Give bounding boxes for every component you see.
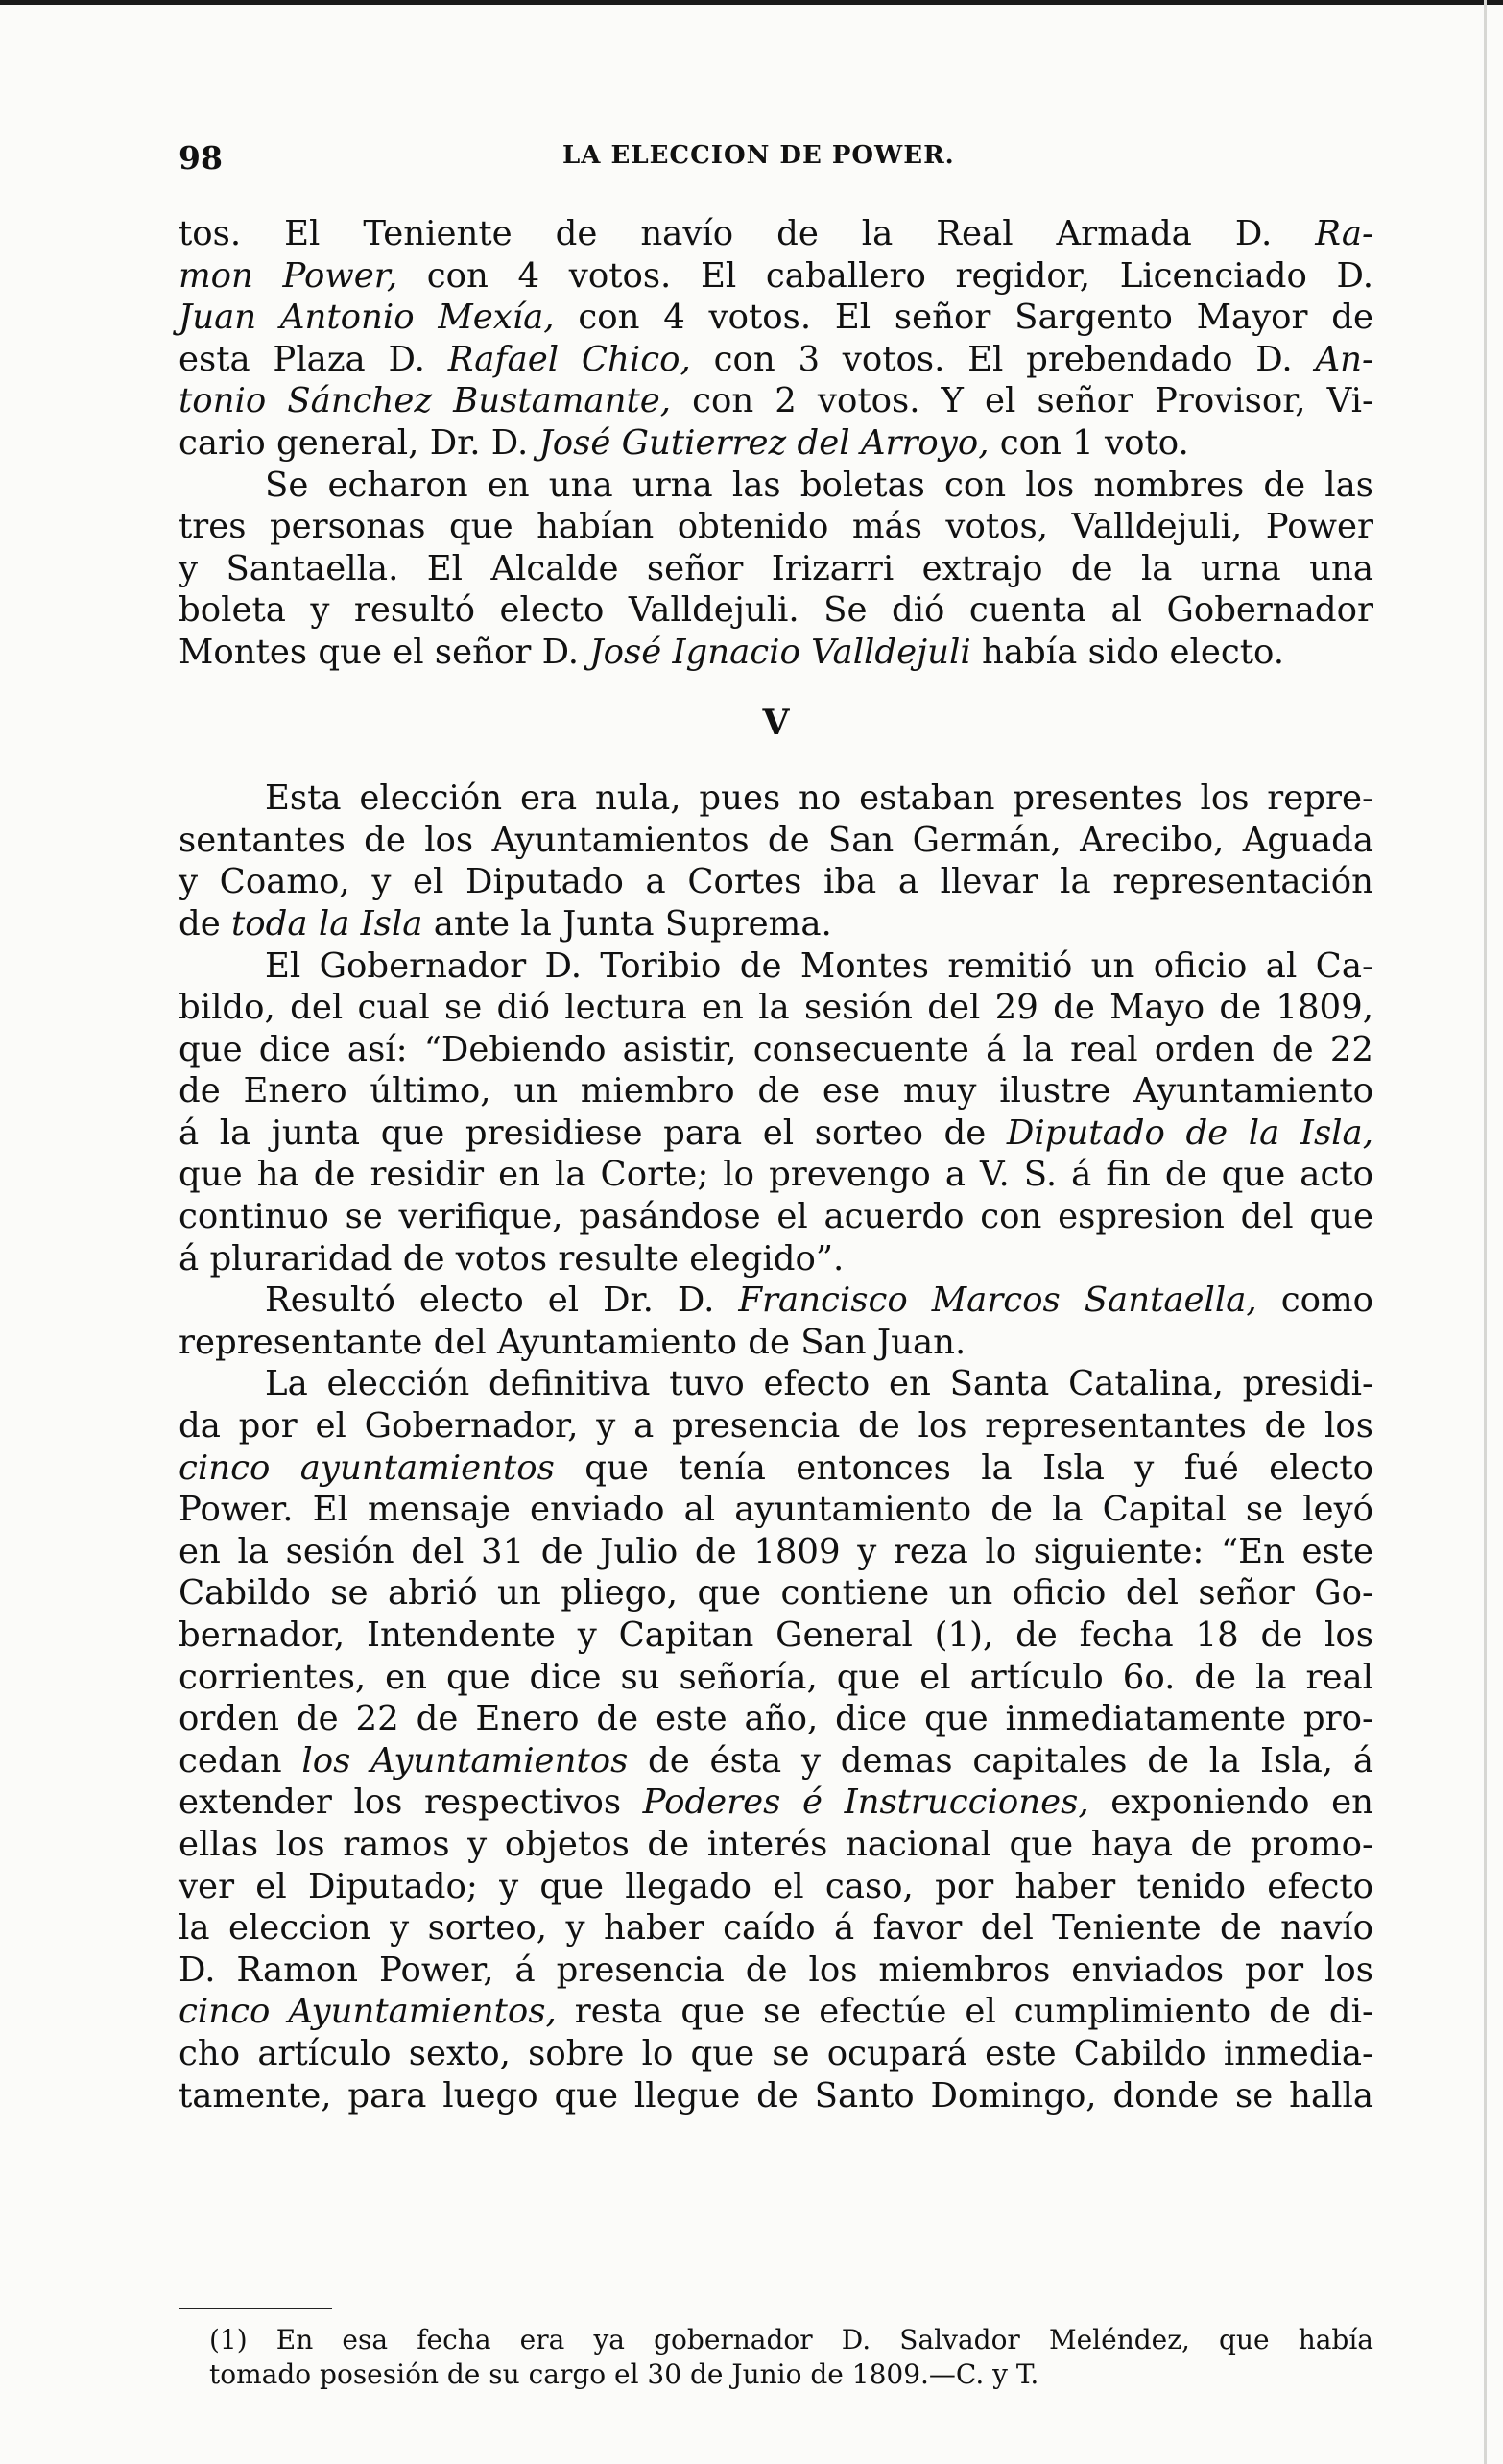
text-run: y Santaella. El Alcalde señor Irizarri extrajo de la urna una — [179, 548, 1373, 588]
text-run: había sido electo. — [970, 632, 1285, 672]
text-line — [179, 1531, 1373, 1573]
italic-text: mon Power, — [179, 255, 398, 296]
text-run: de Enero último, un miembro de ese muy ilustre Ayuntamiento — [179, 1071, 1373, 1112]
italic-text: tonio Sánchez Bustamante, — [179, 381, 672, 421]
text-run: esta Plaza D. — [179, 339, 448, 379]
text-line — [179, 589, 1373, 632]
text-line — [179, 506, 1373, 548]
text-line — [179, 1447, 1373, 1490]
text-run: bildo, del cual se dió lectura en la sesión del 29 de Mayo de 1809, — [179, 988, 1373, 1028]
text-run: tomado posesión de su cargo el 30 de Junio de 1809.—C. y T. — [209, 2358, 1039, 2390]
text-line — [179, 465, 1373, 507]
italic-text: José Gutierrez del Arroyo, — [538, 422, 990, 463]
italic-text: cinco ayuntamientos — [179, 1447, 555, 1488]
paragraph-block-2 — [179, 777, 1373, 2117]
text-line — [179, 1740, 1373, 1782]
text-run: (1) En esa fecha era ya gobernador D. Salvador Meléndez, que había — [209, 2324, 1373, 2356]
text-run: da por el Gobernador, y a presencia de los representantes de los — [179, 1406, 1373, 1447]
text-run: ver el Diputado; y que llegado el caso, por haber tenido efecto — [179, 1866, 1373, 1906]
page-number: 98 — [179, 139, 223, 177]
text-line — [179, 861, 1373, 903]
text-line — [209, 2323, 1373, 2357]
italic-text: Francisco Marcos Santaella, — [738, 1280, 1257, 1321]
text-line — [179, 1154, 1373, 1196]
text-line — [179, 2075, 1373, 2117]
text-line — [179, 987, 1373, 1029]
text-run: tres personas que habían obtenido más votos, Valldejuli, Power — [179, 507, 1373, 547]
text-run: Se echaron en una urna las boletas con los nombres de las — [265, 465, 1373, 505]
text-run: cho artículo sexto, sobre lo que se ocupará este Cabildo inmedia- — [179, 2033, 1373, 2073]
text-run: como — [1256, 1280, 1373, 1321]
text-run: exponiendo en — [1088, 1782, 1373, 1823]
text-line — [179, 339, 1373, 381]
text-run: y Coamo, y el Diputado a Cortes iba a llevar la representación — [179, 862, 1373, 902]
text-line — [179, 1782, 1373, 1824]
text-line — [179, 380, 1373, 422]
text-line — [179, 1363, 1373, 1405]
text-run: Power. El mensaje enviado al ayuntamiento de la Capital se leyó — [179, 1490, 1373, 1530]
text-line — [179, 255, 1373, 298]
text-run: ellas los ramos y objetos de interés nacional que haya de promo- — [179, 1824, 1373, 1864]
text-line — [179, 1112, 1373, 1155]
italic-text: Rafael Chico, — [447, 339, 691, 379]
text-run: boleta y resultó electo Valldejuli. Se dió cuenta al Gobernador — [179, 590, 1373, 631]
text-line — [179, 422, 1373, 465]
text-run: sentantes de los Ayuntamientos de San Germán, Arecibo, Aguada — [179, 820, 1373, 860]
text-run: bernador, Intendente y Capitan General (1), de fecha 18 de los — [179, 1615, 1373, 1655]
text-run: con 4 votos. El señor Sargento Mayor de — [554, 298, 1373, 338]
text-line — [179, 1824, 1373, 1866]
text-line — [179, 1196, 1373, 1238]
text-run: de — [179, 903, 232, 944]
text-line — [179, 777, 1373, 820]
text-line — [179, 1029, 1373, 1071]
text-run: ante la Junta Suprema. — [422, 903, 832, 944]
text-run: en la sesión del 31 de Julio de 1809 y reza lo siguiente: “En este — [179, 1531, 1373, 1571]
text-run: á pluraridad de votos resulte elegido”. — [179, 1238, 845, 1279]
italic-text: An- — [1315, 339, 1373, 379]
body-text — [179, 213, 1373, 2117]
text-line — [179, 1991, 1373, 2033]
top-border — [0, 0, 1503, 5]
text-run: que tenía entonces la Isla y fué electo — [554, 1447, 1373, 1488]
text-run: á la junta que presidiese para el sorteo de — [179, 1112, 1007, 1153]
text-run: Resultó electo el Dr. D. — [265, 1280, 739, 1321]
text-run: D. Ramon Power, á presencia de los miembros enviados por los — [179, 1950, 1373, 1990]
italic-text: José Ignacio Valldejuli — [589, 632, 971, 672]
italic-text: Juan Antonio Mexía, — [179, 298, 555, 338]
text-run: la eleccion y sorteo, y haber caído á favor del Teniente de navío — [179, 1908, 1373, 1949]
text-line — [179, 213, 1373, 255]
text-run: que ha de residir en la Corte; lo prevengo a V. S. á fin de que acto — [179, 1155, 1373, 1195]
text-line — [209, 2357, 1373, 2392]
text-line — [179, 632, 1373, 674]
text-run: tamente, para luego que llegue de Santo Domingo, donde se halla — [179, 2075, 1373, 2116]
text-run: Montes que el señor D. — [179, 632, 590, 672]
text-line — [179, 548, 1373, 590]
text-line — [179, 1322, 1373, 1364]
text-run: Esta elección era nula, pues no estaban presentes los repre- — [265, 778, 1373, 819]
paragraph-block-1 — [179, 213, 1373, 674]
running-head: LA ELECCION DE POWER. — [562, 141, 955, 170]
text-line — [179, 1572, 1373, 1615]
italic-text: Poderes é Instrucciones, — [642, 1782, 1089, 1823]
text-run: cario general, Dr. D. — [179, 422, 539, 463]
text-line — [179, 1280, 1373, 1322]
text-run: con 3 votos. El prebendado D. — [690, 339, 1316, 379]
text-line — [179, 1070, 1373, 1112]
text-line — [179, 1907, 1373, 1950]
italic-text: Ra- — [1315, 214, 1373, 253]
italic-text: cinco Ayuntamientos, — [179, 1992, 557, 2032]
text-run: corrientes, en que dice su señoría, que el artículo 6o. de la real — [179, 1657, 1373, 1697]
text-line — [179, 820, 1373, 862]
text-run: de ésta y demas capitales de la Isla, á — [628, 1740, 1374, 1781]
text-line — [179, 1657, 1373, 1699]
text-run: extender los respectivos — [179, 1782, 643, 1823]
footnote-rule — [179, 2308, 332, 2309]
text-line — [179, 1950, 1373, 1992]
text-line — [179, 1615, 1373, 1657]
text-line — [179, 1405, 1373, 1447]
text-run: con 2 votos. Y el señor Provisor, Vi- — [671, 381, 1373, 421]
text-run: resta que se efectúe el cumplimiento de di- — [556, 1992, 1373, 2032]
text-run: con 1 voto. — [989, 422, 1189, 463]
text-run: orden de 22 de Enero de este año, dice que inmediatamente pro- — [179, 1699, 1373, 1739]
text-line — [179, 297, 1373, 339]
text-run: El Gobernador D. Toribio de Montes remitió un oficio al Ca- — [265, 945, 1373, 986]
italic-text: los Ayuntamientos — [301, 1740, 629, 1781]
page-edge — [1484, 0, 1487, 2464]
text-run: tos. El Teniente de navío de la Real Armada D. — [179, 214, 1316, 253]
text-line — [179, 1866, 1373, 1908]
text-line — [179, 1698, 1373, 1740]
text-line — [179, 945, 1373, 988]
text-run: Cabildo se abrió un pliego, que contiene un oficio del señor Go- — [179, 1573, 1373, 1614]
text-run: con 4 votos. El caballero regidor, Licenciado D. — [397, 255, 1373, 296]
text-run: La elección definitiva tuvo efecto en Santa Catalina, presidi- — [265, 1364, 1373, 1404]
footnotes — [209, 2323, 1373, 2392]
text-line — [179, 2033, 1373, 2075]
italic-text: Diputado de la Isla, — [1006, 1112, 1373, 1153]
text-run: representante del Ayuntamiento de San Juan. — [179, 1322, 966, 1362]
text-line — [179, 903, 1373, 945]
text-line — [179, 1489, 1373, 1531]
text-run: que dice así: “Debiendo asistir, consecuente á la real orden de 22 — [179, 1029, 1373, 1069]
text-line — [179, 1238, 1373, 1280]
section-heading: V — [762, 702, 790, 743]
page-header — [179, 139, 1373, 178]
text-run: continuo se verifique, pasándose el acuerdo con espresion del que — [179, 1197, 1373, 1237]
text-run: cedan — [179, 1740, 302, 1781]
italic-text: toda la Isla — [231, 903, 423, 944]
